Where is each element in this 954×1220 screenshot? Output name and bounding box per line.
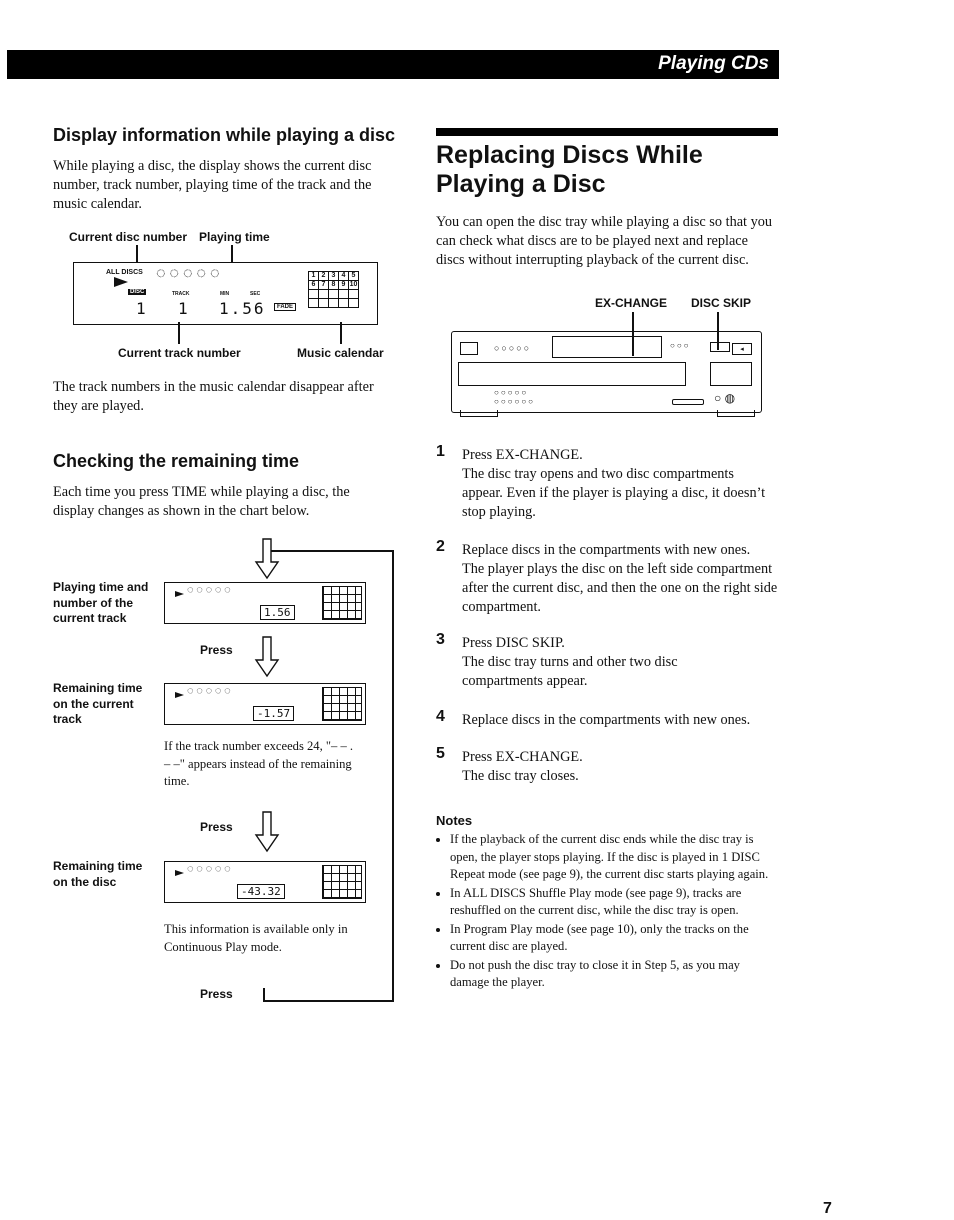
lcd-sec-label: SEC bbox=[250, 291, 261, 297]
cycle-line bbox=[392, 550, 394, 1002]
cycle-line bbox=[263, 1000, 393, 1002]
lcd-fade-label: FADE bbox=[274, 303, 296, 311]
display-window bbox=[552, 336, 662, 358]
cal-cell: 1 bbox=[309, 272, 319, 281]
phones-jack bbox=[672, 399, 704, 405]
row3-time: -43.32 bbox=[237, 884, 285, 899]
row2-label: Remaining time on the current track bbox=[53, 681, 143, 726]
label-music-calendar: Music calendar bbox=[297, 346, 384, 360]
music-calendar bbox=[322, 586, 362, 620]
cal-cell: 3 bbox=[329, 272, 339, 281]
lcd-track-digit: 1 bbox=[178, 299, 188, 318]
label-disc-skip: DISC SKIP bbox=[691, 296, 752, 310]
lcd-all-discs: ALL DISCS bbox=[106, 269, 143, 276]
label-current-disc: Current disc number bbox=[69, 230, 188, 244]
step-main: Replace discs in the compartments with new ones. bbox=[462, 542, 751, 558]
note-item: • If the playback of the current disc ends while the disc tray is open, the player stops playing. If the disc is played in 1 DISC Repeat mode (see page 9), the current disc starts playing again. bbox=[450, 831, 782, 884]
step-number: 5 bbox=[436, 745, 445, 762]
disc-icons: ◌ ◌ ◌ ◌ ◌ bbox=[156, 265, 220, 282]
play-icon bbox=[175, 870, 184, 876]
lcd-row2 bbox=[164, 683, 366, 725]
lcd-min-label: MIN bbox=[220, 291, 230, 297]
step-detail: The player plays the disc on the left side compartment after the current disc, and then the one on the right side compartment. bbox=[462, 561, 778, 615]
step-main: Replace discs in the compartments with new ones. bbox=[462, 712, 751, 728]
leader-line bbox=[340, 322, 342, 344]
step-main: Press DISC SKIP. bbox=[462, 635, 565, 651]
step-main: Press EX-CHANGE. bbox=[462, 447, 583, 463]
disc-icons: ◌ ◌ ◌ ◌ ◌ bbox=[187, 584, 231, 596]
label-ex-change: EX-CHANGE bbox=[595, 296, 668, 310]
disc-skip-button: ◂ bbox=[732, 343, 752, 355]
note-item: • In Program Play mode (see page 10), only the tracks on the current disc are played. bbox=[450, 921, 782, 956]
cal-cell: 9 bbox=[339, 281, 349, 290]
play-icon bbox=[175, 692, 184, 698]
down-arrow-icon bbox=[254, 538, 280, 580]
lcd-track-label: TRACK bbox=[172, 291, 190, 297]
notes-heading: Notes bbox=[436, 813, 473, 828]
music-calendar bbox=[308, 271, 359, 308]
lcd-row1 bbox=[164, 582, 366, 624]
right-intro: You can open the disc tray while playing a disc so that you can check what discs are to be played next and replace discs without interrupting playback of the current disc. bbox=[436, 214, 773, 268]
press-label-2: Press bbox=[200, 820, 233, 834]
remaining-body: Each time you press TIME while playing a disc, the display changes as shown in the chart below. bbox=[53, 484, 350, 519]
power-button bbox=[460, 342, 478, 355]
lcd-disc-digit: 1 bbox=[136, 299, 146, 318]
cycle-line bbox=[270, 550, 393, 552]
step-main: Press EX-CHANGE. bbox=[462, 749, 583, 765]
notes-list bbox=[436, 831, 782, 993]
control-panel bbox=[710, 362, 752, 386]
cal-cell: 7 bbox=[319, 281, 329, 290]
leader-line bbox=[178, 322, 180, 344]
display-body: While playing a disc, the display shows the current disc number, track number, playing time of the track and the music calendar. bbox=[53, 158, 372, 212]
play-icon bbox=[114, 277, 128, 287]
right-heading: Replacing Discs While Playing a Disc bbox=[436, 141, 703, 198]
cal-cell: 4 bbox=[339, 272, 349, 281]
remaining-heading: Checking the remaining time bbox=[53, 451, 300, 471]
cycle-line bbox=[263, 988, 265, 1001]
press-label-3: Press bbox=[200, 987, 233, 1001]
step-number: 3 bbox=[436, 631, 445, 648]
ex-change-button bbox=[710, 342, 730, 352]
row1-label: Playing time and number of the current track bbox=[53, 580, 149, 625]
disc-tray bbox=[458, 362, 686, 386]
row3-note: This information is available only in Continuous Play mode. bbox=[164, 922, 348, 954]
row2-time: -1.57 bbox=[253, 706, 294, 721]
button-grid-icon: ○○○○○ ○○○○○○ bbox=[494, 388, 535, 406]
down-arrow-icon bbox=[254, 636, 280, 678]
music-calendar bbox=[322, 687, 362, 721]
step-detail: The disc tray closes. bbox=[462, 768, 579, 784]
lcd-display bbox=[73, 262, 378, 325]
knob-icon: ○ ◍ bbox=[714, 391, 736, 405]
cal-cell: 2 bbox=[319, 272, 329, 281]
row1-time: 1.56 bbox=[260, 605, 295, 620]
step-number: 2 bbox=[436, 538, 445, 555]
music-calendar bbox=[322, 865, 362, 899]
label-current-track: Current track number bbox=[118, 346, 241, 360]
step-detail: The disc tray turns and other two disc compartments appear. bbox=[462, 654, 678, 689]
foot bbox=[717, 410, 755, 417]
row2-note: If the track number exceeds 24, "– – . – –" appears instead of the remaining time. bbox=[164, 739, 354, 788]
cal-cell: 5 bbox=[349, 272, 359, 281]
disc-icons: ◌ ◌ ◌ ◌ ◌ bbox=[187, 685, 231, 697]
display-after-text: The track numbers in the music calendar disappear after they are played. bbox=[53, 379, 374, 414]
disc-icons: ◌ ◌ ◌ ◌ ◌ bbox=[187, 863, 231, 875]
page-number: 7 bbox=[823, 1200, 832, 1217]
cal-cell: 10 bbox=[349, 281, 358, 288]
play-icon bbox=[175, 591, 184, 597]
cal-cell: 6 bbox=[309, 281, 319, 290]
lcd-disc-label: DISC bbox=[130, 289, 145, 295]
note-item: • Do not push the disc tray to close it in Step 5, as you may damage the player. bbox=[450, 957, 782, 992]
note-item: • In ALL DISCS Shuffle Play mode (see page 9), tracks are reshuffled on the current disc, while the disc tray is open. bbox=[450, 885, 782, 920]
lcd-time-digits: 1.56 bbox=[219, 299, 266, 318]
down-arrow-icon bbox=[254, 811, 280, 853]
header-title: Playing CDs bbox=[658, 53, 769, 74]
header-bar bbox=[7, 50, 779, 79]
step-number: 1 bbox=[436, 443, 445, 460]
step-number: 4 bbox=[436, 708, 445, 725]
cd-player-illustration bbox=[451, 331, 762, 413]
button-row-icon: ○○○○○ bbox=[494, 343, 532, 353]
label-playing-time: Playing time bbox=[199, 230, 270, 244]
step-detail: The disc tray opens and two disc compartments appear. Even if the player is playing a disc, it doesn’t stop playing. bbox=[462, 466, 766, 520]
press-label-1: Press bbox=[200, 643, 233, 657]
row3-label: Remaining time on the disc bbox=[53, 859, 143, 889]
display-heading: Display information while playing a disc bbox=[53, 125, 396, 145]
cal-cell: 8 bbox=[329, 281, 339, 290]
button-row-icon: ○○○ bbox=[670, 341, 691, 350]
lcd-row3 bbox=[164, 861, 366, 903]
foot bbox=[460, 410, 498, 417]
heading-rule bbox=[436, 128, 778, 136]
